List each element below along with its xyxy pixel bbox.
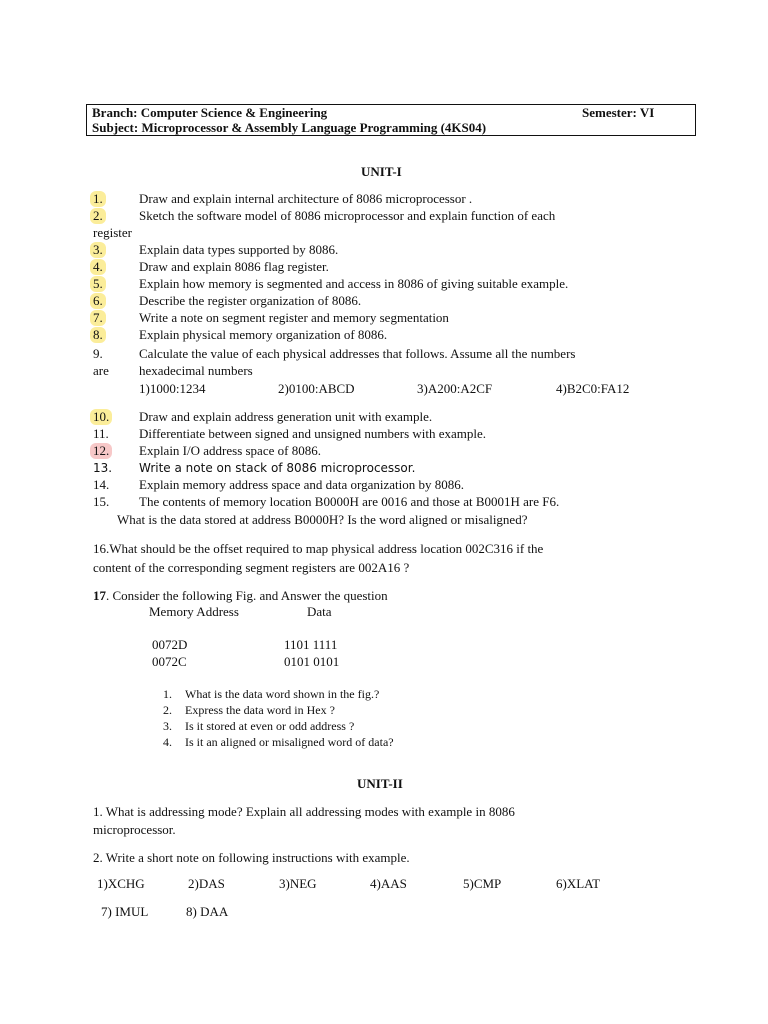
q11-text: Differentiate between signed and unsigned numbers with example. — [139, 426, 487, 441]
address-1: 1)1000:1234 — [139, 381, 206, 396]
q13-number: 13. — [93, 461, 113, 475]
table-row-address: 0072D — [152, 637, 188, 652]
q17-text: . Consider the following Fig. and Answer the question — [106, 588, 388, 603]
address-3: 3)A200:A2CF — [417, 381, 493, 396]
address-4: 4)B2C0:FA12 — [556, 381, 630, 396]
semester-label: Semester: VI — [582, 105, 655, 120]
q1-number: 1. — [93, 191, 106, 207]
table-row-data: 1101 1111 — [284, 637, 338, 652]
instruction-4: 4)AAS — [370, 876, 407, 891]
q15-text: The contents of memory location B0000H are 0016 and those at B0001H are F6. — [139, 494, 560, 509]
col-data: Data — [307, 604, 332, 619]
q10-text: Draw and explain address generation unit with example. — [139, 409, 433, 424]
q12-text: Explain I/O address space of 8086. — [139, 443, 321, 458]
q12-number: 12. — [93, 443, 112, 459]
q16-line2: content of the corresponding segment registers are 002A16 ? — [93, 560, 410, 575]
q11-number: 11. — [93, 426, 109, 441]
q13-text: Write a note on stack of 8086 microprocessor. — [139, 461, 416, 475]
q2-continuation: register — [93, 225, 132, 240]
subject-label: Subject: Microprocessor & Assembly Language Programming (4KS04) — [92, 120, 487, 135]
q7-text: Write a note on segment register and memory segmentation — [139, 310, 449, 325]
q17-prompt — [93, 588, 388, 604]
address-2: 2)0100:ABCD — [278, 381, 355, 396]
q6-text: Describe the register organization of 8086. — [139, 293, 362, 308]
q9-text: Calculate the value of each physical addresses that follows. Assume all the numbers — [139, 346, 576, 361]
instruction-1: 1)XCHG — [97, 876, 145, 891]
table-row-data: 0101 0101 — [284, 654, 340, 669]
subq1-text: What is the data word shown in the fig.? — [185, 687, 380, 701]
subq3-text: Is it stored at even or odd address ? — [185, 719, 355, 733]
u2-q2: 2. Write a short note on following instructions with example. — [93, 850, 410, 865]
subq2-text: Express the data word in Hex ? — [185, 703, 335, 717]
table-row-address: 0072C — [152, 654, 187, 669]
subq2-number: 2. — [163, 703, 172, 717]
q7-number: 7. — [93, 310, 106, 326]
q9-continuation-prefix: are — [93, 363, 109, 378]
q1-text: Draw and explain internal architecture of 8086 microprocessor . — [139, 191, 473, 206]
instruction-3: 3)NEG — [279, 876, 317, 891]
instruction-2: 2)DAS — [188, 876, 225, 891]
branch-label: Branch: Computer Science & Engineering — [92, 105, 328, 120]
q5-number: 5. — [93, 276, 106, 292]
instruction-7: 7) IMUL — [101, 904, 149, 919]
subq4-number: 4. — [163, 735, 172, 749]
subq3-number: 3. — [163, 719, 172, 733]
col-memory-address: Memory Address — [149, 604, 239, 619]
subq1-number: 1. — [163, 687, 172, 701]
subq4-text: Is it an aligned or misaligned word of data? — [185, 735, 394, 749]
q5-text: Explain how memory is segmented and access in 8086 of giving suitable example. — [139, 276, 569, 291]
unit1-title: UNIT-I — [361, 164, 402, 179]
q14-number: 14. — [93, 477, 110, 492]
instruction-8: 8) DAA — [186, 904, 229, 919]
q2-text: Sketch the software model of 8086 microprocessor and explain function of each — [139, 208, 556, 223]
instruction-6: 6)XLAT — [556, 876, 601, 891]
q4-text: Draw and explain 8086 flag register. — [139, 259, 329, 274]
q6-number: 6. — [93, 293, 106, 309]
q4-number: 4. — [93, 259, 106, 275]
u2-q1-line2: microprocessor. — [93, 822, 176, 837]
q9-continuation: hexadecimal numbers — [139, 363, 253, 378]
instruction-5: 5)CMP — [463, 876, 502, 891]
q14-text: Explain memory address space and data organization by 8086. — [139, 477, 465, 492]
q17-number: 17 — [93, 588, 106, 603]
q15-continuation: What is the data stored at address B0000H? Is the word aligned or misaligned? — [117, 512, 528, 527]
q3-number: 3. — [93, 242, 106, 258]
unit2-title: UNIT-II — [357, 776, 403, 791]
q2-number: 2. — [93, 208, 106, 224]
q9-number: 9. — [93, 346, 103, 361]
q15-number: 15. — [93, 494, 110, 509]
q16-line1: 16.What should be the offset required to map physical address location 002C316 if the — [93, 541, 544, 556]
q10-number: 10. — [93, 409, 112, 425]
q8-text: Explain physical memory organization of 8086. — [139, 327, 388, 342]
q8-number: 8. — [93, 327, 106, 343]
u2-q1-line1: 1. What is addressing mode? Explain all addressing modes with example in 8086 — [93, 804, 515, 819]
q3-text: Explain data types supported by 8086. — [139, 242, 339, 257]
